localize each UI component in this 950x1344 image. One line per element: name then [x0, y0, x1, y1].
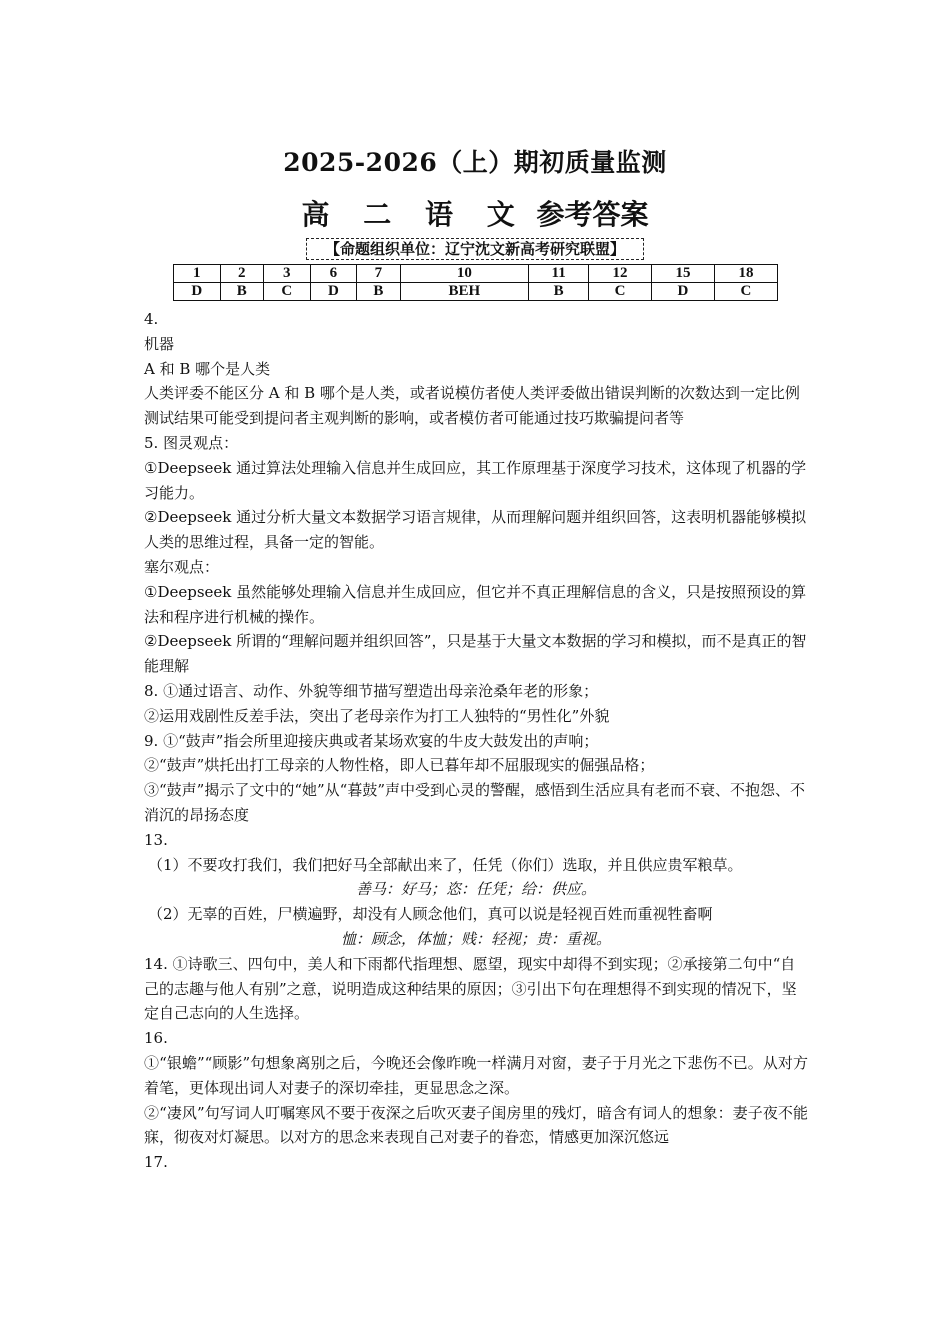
answer-row — [174, 283, 778, 301]
q8-line-2: ②运用戏剧性反差手法，突出了老母亲作为打工人独特的“男性化”外貌 — [144, 706, 610, 725]
organizer-box: 【命题组织单位：辽宁沈文新高考研究联盟】 — [306, 238, 644, 260]
question-number: 10 — [400, 265, 529, 283]
q4-answer-2: A 和 B 哪个是人类 — [144, 359, 271, 378]
question-number: 15 — [651, 265, 714, 283]
answer-cell: D — [651, 283, 714, 301]
answer-cell: D — [310, 283, 357, 301]
q5-turing-point-1: ①Deepseek 通过算法处理输入信息并生成回应，其工作原理基于深度学习技术，这体现了机器的学习能力。 — [144, 458, 807, 502]
q4-number: 4. — [144, 310, 159, 328]
question-number: 18 — [714, 265, 777, 283]
q5-searle-point-1: ①Deepseek 虽然能够处理输入信息并生成回应，但它并不真正理解信息的含义，只是按照预设的算法和程序进行机械的操作。 — [144, 582, 807, 626]
answer-cell: BEH — [400, 283, 529, 301]
question-number: 11 — [529, 265, 589, 283]
q5-searle-point-2: ②Deepseek 所谓的“理解问题并组织回答”，只是基于大量文本数据的学习和模拟，而不是真正的智能理解 — [144, 632, 807, 676]
answer-cell: C — [714, 283, 777, 301]
exam-title: 2025-2026（上）期初质量监测 — [283, 148, 667, 177]
q8-line-1: 8. ①通过语言、动作、外貌等细节描写塑造出母亲沧桑年老的形象； — [144, 681, 599, 700]
answer-cell: B — [529, 283, 589, 301]
answer-key-label: 参考答案 — [536, 198, 649, 231]
question-number: 6 — [310, 265, 357, 283]
question-number: 12 — [589, 265, 652, 283]
answer-cell: C — [589, 283, 652, 301]
q4-answer-1: 机器 — [144, 334, 175, 353]
answer-cell: B — [357, 283, 400, 301]
q9-line-1: 9. ①“鼓声”指会所里迎接庆典或者某场欢宴的牛皮大鼓发出的声响； — [144, 731, 599, 750]
q14-answer: 14. ①诗歌三、四句中，美人和下雨都代指理想、愿望，现实中却得不到实现；②承接第二句中“自己的志趣与他人有别”之意，说明造成这种结果的原因；③引出下句在理想得不到实现的情况下，坚定自己志向的人生选择。 — [144, 954, 797, 1023]
q5-turing-point-2: ②Deepseek 通过分析大量文本数据学习语言规律，从而理解问题并组织回答，这表明机器能够模拟人类的思维过程，具备一定的智能。 — [144, 508, 807, 552]
subject-name: 高 二 语 文 — [301, 198, 527, 231]
q4-answer-3: 人类评委不能区分 A 和 B 哪个是人类，或者说模仿者使人类评委做出错误判断的次数达到一定比例 — [144, 384, 800, 403]
q16-number: 16. — [144, 1029, 168, 1048]
subject-title — [0, 193, 950, 233]
q16-point-1: ①“银蟾”“顾影”句想象离别之后，今晚还会像昨晚一样满月对窗，妻子于月光之下悲伤不已。从对方着笔，更体现出词人对妻子的深切牵挂，更显思念之深。 — [144, 1053, 808, 1097]
answer-cell: D — [174, 283, 221, 301]
q9-line-3: ③“鼓声”揭示了文中的“她”从“暮鼓”声中受到心灵的警醒，感悟到生活应具有老而不衰、不抱怨、不消沉的昂扬态度 — [144, 781, 806, 824]
question-number: 3 — [263, 265, 310, 283]
answer-body — [144, 307, 808, 1175]
question-number: 7 — [357, 265, 400, 283]
answer-cell: B — [220, 283, 263, 301]
question-number: 1 — [174, 265, 221, 283]
question-number-row — [174, 265, 778, 283]
q17-number: 17. — [144, 1153, 168, 1172]
q13-number: 13. — [144, 830, 168, 849]
q5-heading: 5. 图灵观点： — [144, 433, 239, 452]
answer-table — [173, 264, 778, 301]
q5-searle-heading: 塞尔观点： — [144, 557, 220, 576]
q16-point-2: ②“凄风”句写词人叮嘱寒风不要于夜深之后吹灭妻子闺房里的残灯，暗含有词人的想象：妻子夜不能寐，彻夜对灯凝思。以对方的思念来表现自己对妻子的眷恋，情感更加深沉悠远 — [144, 1103, 808, 1147]
q13-note-2: 恤：顾念，体恤；贱：轻视；贵：重视。 — [340, 929, 611, 948]
q13-translation-1: （1）不要攻打我们，我们把好马全部献出来了，任凭（你们）选取，并且供应贵军粮草。 — [148, 855, 743, 874]
q9-line-2: ②“鼓声”烘托出打工母亲的人物性格，即人已暮年却不屈服现实的倔强品格； — [144, 756, 655, 775]
q13-translation-2: （2）无辜的百姓，尸横遍野，却没有人顾念他们，真可以说是轻视百姓而重视牲畜啊 — [148, 905, 713, 924]
q13-note-1: 善马：好马；恣：任凭；给：供应。 — [355, 880, 596, 899]
answer-cell: C — [263, 283, 310, 301]
question-number: 2 — [220, 265, 263, 283]
q4-answer-4: 测试结果可能受到提问者主观判断的影响，或者模仿者可能通过技巧欺骗提问者等 — [144, 409, 685, 428]
